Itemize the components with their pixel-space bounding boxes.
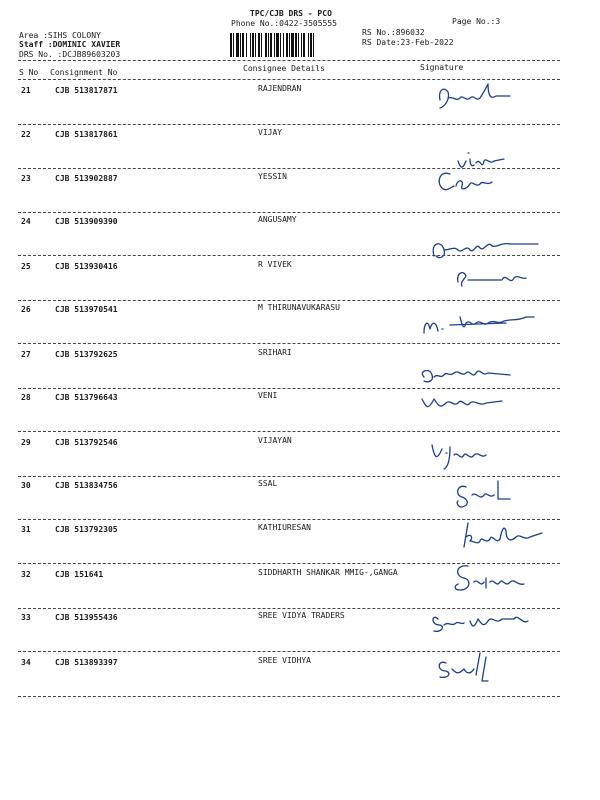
signature-stroke [440,84,510,108]
consignment-number: CJB 513893397 [55,658,118,667]
row-divider [18,124,560,125]
serial-number: 32 [21,570,31,579]
rs-date: RS Date:23-Feb-2022 [362,38,454,47]
signature-stroke [433,617,528,631]
consignment-number: CJB 513796643 [55,393,118,402]
drs-number: DRS No. :DCJB89603203 [19,50,121,59]
handwritten-signature [410,473,580,517]
signature-stroke [432,445,486,469]
signature-stroke [439,653,488,681]
serial-number: 22 [21,130,31,139]
serial-number: 30 [21,481,31,490]
header-divider [18,60,560,61]
serial-number: 21 [21,86,31,95]
handwritten-signature [410,252,580,296]
consignee-name: VENI [258,391,278,400]
handwritten-signature [410,560,580,604]
signature-stroke [439,173,492,190]
column-signature: Signature [420,63,464,72]
handwritten-signature [410,295,580,339]
consignee-name: R VIVEK [258,260,292,269]
handwritten-signature [410,80,580,124]
area-label: Area :SIHS COLONY [19,31,101,40]
serial-number: 27 [21,350,31,359]
consignee-name: SREE VIDHYA [258,656,311,665]
serial-number: 23 [21,174,31,183]
handwritten-signature [410,164,580,208]
serial-number: 33 [21,613,31,622]
consignee-name: SRIHARI [258,348,292,357]
consignee-name: SREE VIDYA TRADERS [258,611,345,620]
signature-stroke [422,399,502,407]
signature-stroke [455,566,524,590]
consignment-number: CJB 513902887 [55,174,118,183]
row-divider [18,431,560,432]
phone-number: Phone No.:0422-3505555 [231,19,337,28]
consignee-name: SSAL [258,479,278,488]
consignment-number: CJB 513817861 [55,130,118,139]
consignee-name: KATHIURESAN [258,523,311,532]
serial-number: 31 [21,525,31,534]
consignee-name: VIJAY [258,128,283,137]
page-number: Page No.:3 [452,17,501,26]
consignee-name: SIDDHARTH SHANKAR MMIG-,GANGA [258,568,398,577]
consignee-name: YESSIN [258,172,287,181]
column-sno: S No [19,68,39,77]
barcode-icon [229,33,355,57]
handwritten-signature [410,433,580,477]
serial-number: 26 [21,305,31,314]
consignment-number: CJB 513792625 [55,350,118,359]
row-divider [18,696,560,697]
signature-stroke [464,523,542,547]
consignee-name: RAJENDRAN [258,84,302,93]
signature-stroke [457,481,510,507]
column-consignment: Consignment No [50,68,118,77]
signature-stroke [424,317,534,333]
handwritten-signature [410,599,580,643]
signature-stroke [458,273,526,286]
consignment-number: CJB 513792305 [55,525,118,534]
consignment-number: CJB 513930416 [55,262,118,271]
consignment-number: CJB 151641 [55,570,104,579]
consignment-number: CJB 513955436 [55,613,118,622]
handwritten-signature [410,647,580,691]
org-title: TPC/CJB DRS - PCO [250,9,332,18]
serial-number: 28 [21,393,31,402]
serial-number: 25 [21,262,31,271]
handwritten-signature [410,519,580,563]
consignment-number: CJB 513817871 [55,86,118,95]
consignment-number: CJB 513970541 [55,305,118,314]
consignment-number: CJB 513909390 [55,217,118,226]
row-divider [18,212,560,213]
staff-label: Staff :DOMINIC XAVIER [19,40,121,49]
rs-number: RS No.:896032 [362,28,425,37]
serial-number: 34 [21,658,31,667]
consignment-number: CJB 513834756 [55,481,118,490]
consignment-number: CJB 513792546 [55,438,118,447]
serial-number: 29 [21,438,31,447]
consignee-name: M THIRUNAVUKARASU [258,303,340,312]
consignee-name: ANGUSAMY [258,215,297,224]
serial-number: 24 [21,217,31,226]
handwritten-signature [410,379,580,423]
column-consignee: Consignee Details [243,64,325,73]
consignee-name: VIJAYAN [258,436,292,445]
